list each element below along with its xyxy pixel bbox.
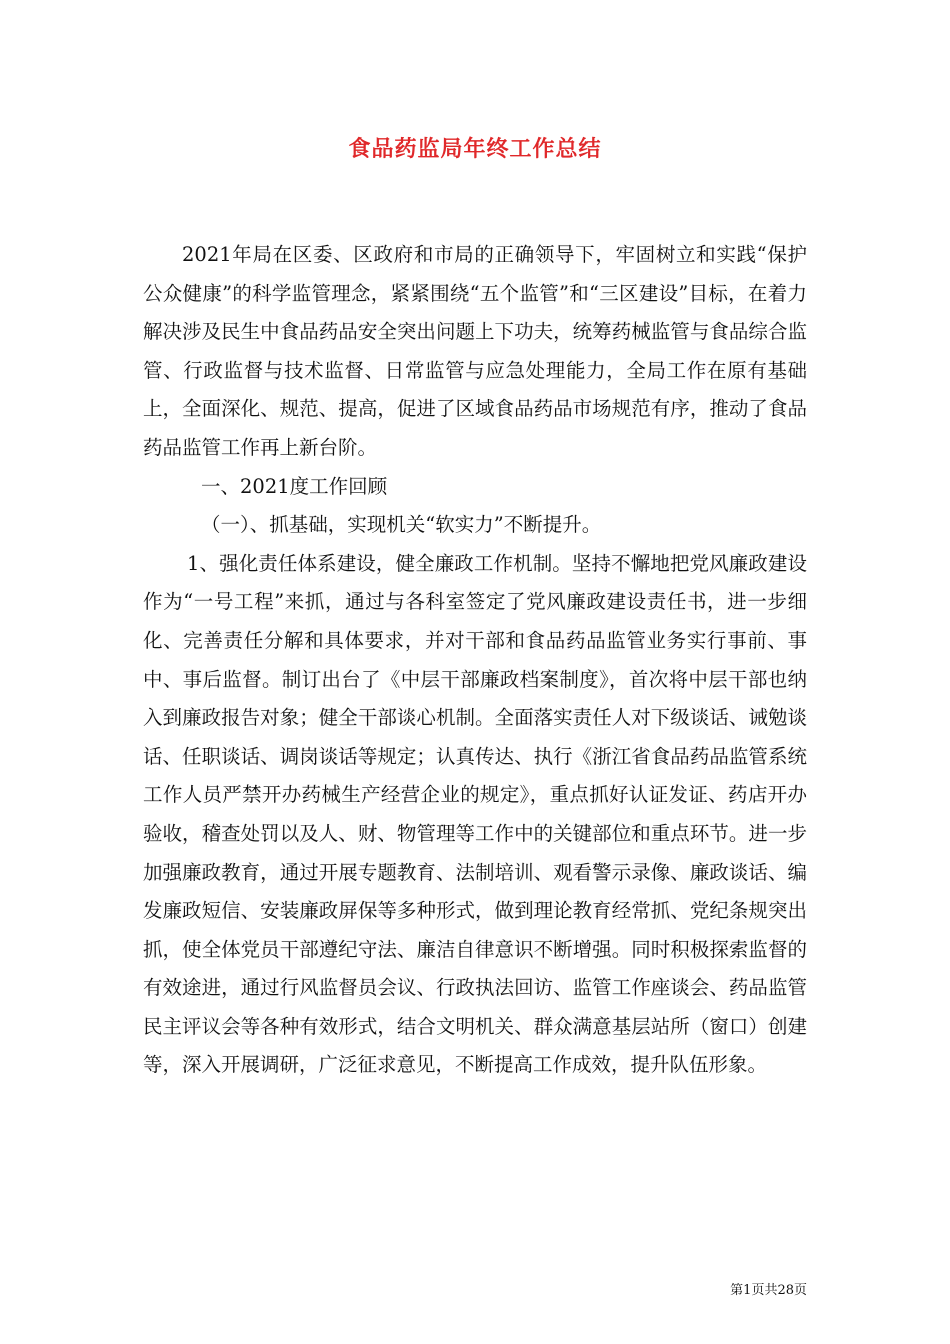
section-heading: 一、2021度工作回顾	[201, 474, 388, 498]
body-paragraph: 1、强化责任体系建设，健全廉政工作机制。坚持不懈地把党风廉政建设作为“一号工程”来抓，通过与各科室签定了党风廉政建设责任书，进一步细化、完善责任分解和具体要求，并对干部和食品药品监管业务实行事前、事中、事后监督。制订出台了《中层干部廉政档案制度》，首次将中层干部也纳入到廉政报告对象；健全干部谈心机制。全面落实责任人对下级谈话、诫勉谈话、任职谈话、调岗谈话等规定；认真传达、执行《浙江省食品药品监管系统工作人员严禁开办药械生产经营企业的规定》，重点抓好认证发证、药店开办验收，稽查处罚以及人、财、物管理等工作中的关键部位和重点环节。进一步加强廉政教育，通过开展专题教育、法制培训、观看警示录像、廉政谈话、编发廉政短信、安装廉政屏保等多种形式，做到理论教育经常抓、党纪条规突出抓，使全体党员干部遵纪守法、廉洁自律意识不断增强。同时积极探索监督的有效途进，通过行风监督员会议、行政执法回访、监管工作座谈会、药品监管民主评议会等各种有效形式，结合文明机关、群众满意基层站所（窗口）创建等，深入开展调研，广泛征求意见，不断提高工作成效，提升队伍形象。	[143, 551, 807, 1077]
subsection-heading: （一）、抓基础，实现机关“软实力”不断提升。	[201, 513, 602, 537]
page-number: 第1页共28页	[730, 1283, 807, 1298]
intro-paragraph: 2021年局在区委、区政府和市局的正确领导下，牢固树立和实践“保护公众健康”的科学监管理念，紧紧围绕“五个监管”和“三区建设”目标，在着力解决涉及民生中食品药品安全突出问题上下功夫，统筹药械监管与食品综合监管、行政监督与技术监督、日常监管与应急处理能力，全局工作在原有基础上，全面深化、规范、提高，促进了区域食品药品市场规范有序，推动了食品药品监管工作再上新台阶。	[143, 243, 807, 459]
document-title: 食品药监局年终工作总结	[348, 137, 602, 162]
document-body	[143, 236, 807, 1085]
